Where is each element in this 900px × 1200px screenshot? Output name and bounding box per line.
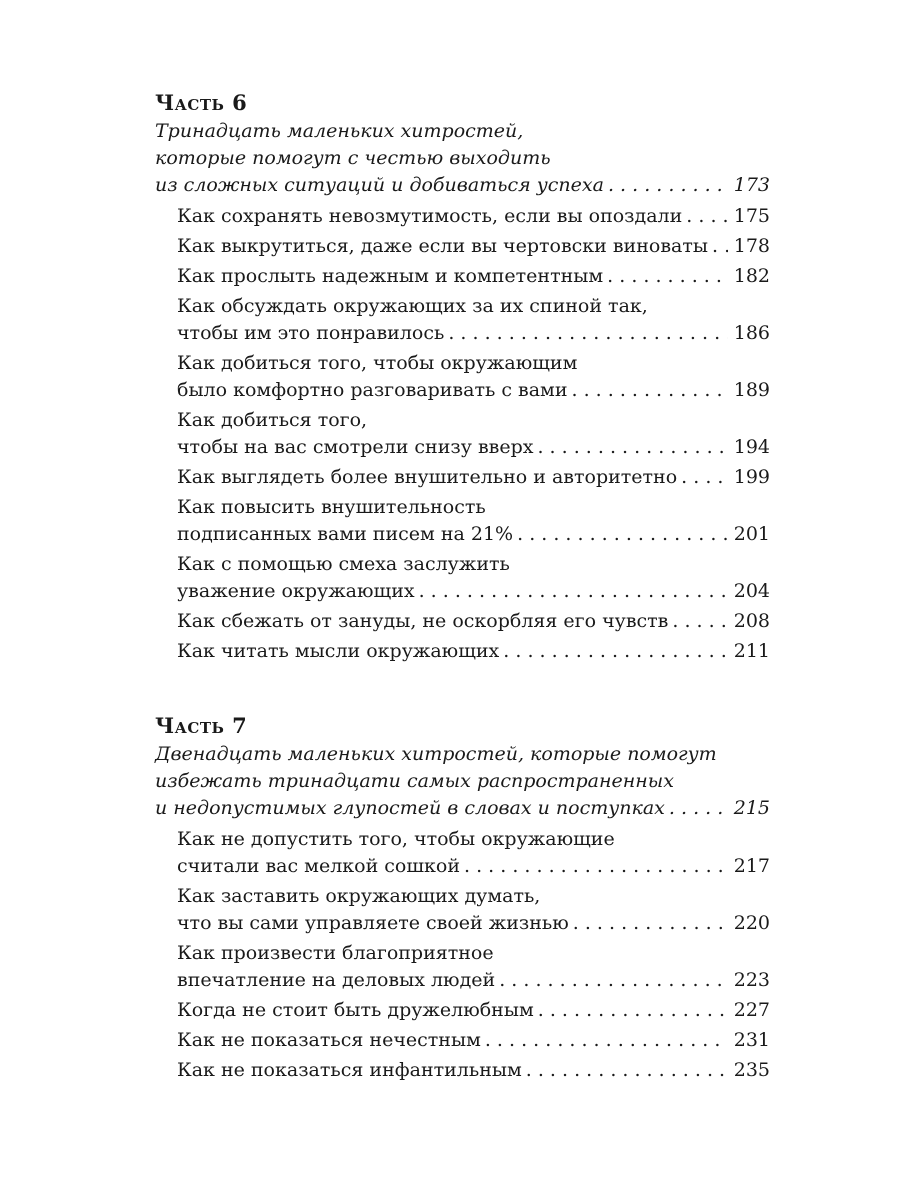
page-number: 208: [733, 610, 770, 632]
entry-title: Как не показаться нечестным: [177, 1029, 481, 1051]
entry-title-line: Как обсуждать окружающих за их спиной так,: [177, 295, 648, 317]
part-subtitle-row: [155, 172, 770, 199]
dot-leader: [485, 1027, 728, 1054]
toc-part: [155, 88, 770, 665]
dot-leader: [517, 521, 728, 548]
page-number: 199: [733, 466, 770, 488]
toc-entry: [177, 638, 770, 665]
dot-leader: [672, 608, 727, 635]
page-number: 182: [733, 265, 770, 287]
entry-title: Как прослыть надежным и компетентным: [177, 265, 604, 287]
entry-row: [177, 638, 770, 665]
toc-entry: [177, 494, 770, 548]
page-number: 189: [733, 379, 770, 401]
entry-title: Как выглядеть более внушительно и авторитетно: [177, 466, 678, 488]
part-subtitle-text: из сложных ситуаций и добиваться успеха: [155, 174, 604, 196]
entry-row: [177, 521, 770, 548]
entry-title: уважение окружающих: [177, 580, 415, 602]
dot-leader: [712, 233, 728, 260]
part-subtitle-line: избежать тринадцати самых распространенных: [155, 770, 674, 792]
part-subtitle-line: Двенадцать маленьких хитростей, которые помогут: [155, 743, 717, 765]
page-number: 223: [733, 969, 770, 991]
part-subtitle-line: Тринадцать маленьких хитростей,: [155, 120, 524, 142]
entry-title: что вы сами управляете своей жизнью: [177, 912, 569, 934]
entry-row: [177, 967, 770, 994]
toc-entry: [177, 608, 770, 635]
toc-entry: [177, 1027, 770, 1054]
toc-entry: [177, 407, 770, 461]
part-subtitle-row: [155, 795, 770, 822]
dot-leader: [448, 320, 727, 347]
entry-title-line: Как заставить окружающих думать,: [177, 885, 541, 907]
toc-entry-list: [155, 826, 770, 1084]
toc-entry: [177, 551, 770, 605]
page-number: 217: [733, 855, 770, 877]
entry-title: чтобы на вас смотрели снизу вверх: [177, 436, 534, 458]
entry-title-line: Как с помощью смеха заслужить: [177, 553, 510, 575]
table-of-contents: [155, 88, 770, 1130]
dot-leader: [669, 795, 728, 822]
toc-entry: [177, 997, 770, 1024]
dot-leader: [503, 638, 727, 665]
entry-row: [177, 263, 770, 290]
entry-title: Как сбежать от зануды, не оскорбляя его чувств: [177, 610, 669, 632]
dot-leader: [419, 578, 728, 605]
entry-title: считали вас мелкой сошкой: [177, 855, 461, 877]
part-title: Часть 6: [155, 90, 248, 115]
page-number: 235: [733, 1059, 770, 1081]
part-subtitle-text: и недопустимых глупостей в словах и поступках: [155, 797, 665, 819]
part-subtitle-line: которые помогут с честью выходить: [155, 147, 551, 169]
entry-title-line: Как добиться того,: [177, 409, 368, 431]
entry-row: [177, 1027, 770, 1054]
toc-entry-list: [155, 203, 770, 665]
dot-leader: [464, 853, 728, 880]
dot-leader: [499, 967, 728, 994]
entry-row: [177, 608, 770, 635]
page-number: 211: [733, 640, 770, 662]
dot-leader: [526, 1057, 728, 1084]
page-number: 220: [733, 912, 770, 934]
entry-row: [177, 578, 770, 605]
entry-title-line: Как произвести благоприятное: [177, 942, 494, 964]
entry-title-line: Как повысить внушительность: [177, 496, 486, 518]
page-number: 178: [733, 235, 770, 257]
entry-row: [177, 233, 770, 260]
page-number: 215: [733, 797, 770, 819]
entry-title: было комфортно разговаривать с вами: [177, 379, 568, 401]
dot-leader: [537, 434, 727, 461]
entry-title: Как не показаться инфантильным: [177, 1059, 522, 1081]
toc-entry: [177, 940, 770, 994]
toc-entry: [177, 293, 770, 347]
entry-row: [177, 377, 770, 404]
dot-leader: [681, 464, 728, 491]
entry-title: Как читать мысли окружающих: [177, 640, 500, 662]
toc-entry: [177, 883, 770, 937]
dot-leader: [573, 910, 728, 937]
entry-title-line: Как добиться того, чтобы окружающим: [177, 352, 578, 374]
page-number: 175: [733, 205, 770, 227]
entry-row: [177, 997, 770, 1024]
toc-entry: [177, 1057, 770, 1084]
entry-row: [177, 320, 770, 347]
toc-entry: [177, 263, 770, 290]
dot-leader: [608, 172, 728, 199]
entry-title: чтобы им это понравилось: [177, 322, 445, 344]
entry-row: [177, 203, 770, 230]
page-number: 186: [733, 322, 770, 344]
part-title: Часть 7: [155, 713, 248, 738]
page-number: 227: [733, 999, 770, 1021]
entry-row: [177, 434, 770, 461]
entry-row: [177, 853, 770, 880]
toc-entry: [177, 233, 770, 260]
page-number: 231: [733, 1029, 770, 1051]
entry-title: подписанных вами писем на 21%: [177, 523, 514, 545]
entry-title: Как выкрутиться, даже если вы чертовски виноваты: [177, 235, 708, 257]
entry-row: [177, 464, 770, 491]
toc-entry: [177, 464, 770, 491]
dot-leader: [572, 377, 728, 404]
entry-row: [177, 1057, 770, 1084]
toc-entry: [177, 826, 770, 880]
page-number: 173: [733, 174, 770, 196]
dot-leader: [538, 997, 728, 1024]
dot-leader: [686, 203, 727, 230]
entry-title-line: Как не допустить того, чтобы окружающие: [177, 828, 615, 850]
page-number: 194: [733, 436, 770, 458]
dot-leader: [607, 263, 728, 290]
page-number: 204: [733, 580, 770, 602]
entry-title: Когда не стоит быть дружелюбным: [177, 999, 534, 1021]
page-number: 201: [733, 523, 770, 545]
entry-title: впечатление на деловых людей: [177, 969, 496, 991]
toc-entry: [177, 203, 770, 230]
toc-part: [155, 711, 770, 1084]
toc-entry: [177, 350, 770, 404]
entry-title: Как сохранять невозмутимость, если вы опоздали: [177, 205, 683, 227]
entry-row: [177, 910, 770, 937]
